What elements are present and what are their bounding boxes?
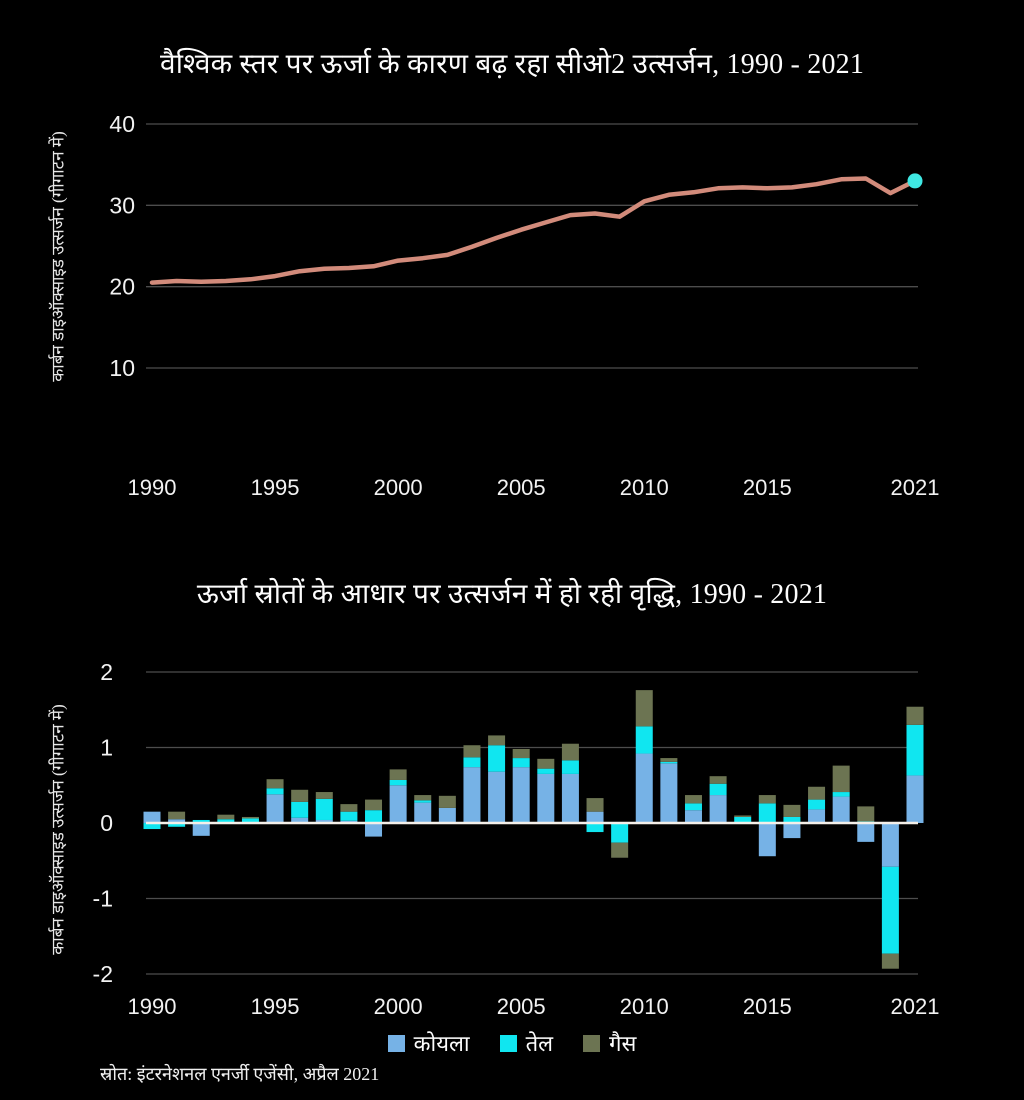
bar-segment xyxy=(710,784,727,795)
x-tick-label: 2005 xyxy=(496,994,546,1019)
x-tick-label: 1995 xyxy=(250,994,300,1019)
bar-segment xyxy=(710,776,727,784)
y-tick-label: 0 xyxy=(100,810,113,836)
x-tick-label: 2010 xyxy=(619,475,669,500)
bar-segment xyxy=(636,690,653,726)
legend-label-gas: गैस xyxy=(609,1031,637,1056)
bar-segment xyxy=(168,812,185,820)
bar-segment xyxy=(907,775,924,823)
bar-segment xyxy=(685,810,702,823)
bar-segment xyxy=(587,823,604,832)
y-tick-label: 2 xyxy=(100,659,113,685)
bar-segment xyxy=(759,823,776,856)
bar-segment xyxy=(513,758,530,767)
bar-segment xyxy=(365,823,382,837)
legend-item-oil xyxy=(500,1028,553,1058)
bar-segment xyxy=(340,812,357,821)
bar-segment xyxy=(242,817,259,819)
legend-label-oil: तेल xyxy=(525,1031,554,1056)
bar-segment xyxy=(365,810,382,823)
x-tick-label: 2021 xyxy=(890,475,940,500)
x-tick-label: 2005 xyxy=(496,475,546,500)
bar-segment xyxy=(734,815,751,817)
bar-segment xyxy=(267,794,284,823)
y-tick-label: 40 xyxy=(109,111,135,137)
bar-segment xyxy=(267,779,284,788)
bar-segment xyxy=(562,774,579,823)
chart2-y-axis-label: कार्बन डाइऑक्साइड उत्सर्जन (गीगाटन में) xyxy=(48,704,68,955)
legend-item-gas xyxy=(583,1028,636,1058)
bar-segment xyxy=(907,707,924,725)
x-tick-label: 1990 xyxy=(127,475,177,500)
x-tick-label: 2010 xyxy=(619,994,669,1019)
bar-segment xyxy=(463,757,480,767)
bar-segment xyxy=(537,769,554,774)
bar-segment xyxy=(783,823,800,838)
legend-label-coal: कोयला xyxy=(413,1031,470,1056)
chart1-title: वैश्विक स्तर पर ऊर्जा के कारण बढ़ रहा सीओ2 उत्सर्जन, 1990 - 2021 xyxy=(159,49,865,80)
bar-segment xyxy=(660,763,677,823)
bar-segment xyxy=(611,823,628,843)
chart2-stacked-bar-chart xyxy=(0,640,1024,1025)
bar-segment xyxy=(882,867,899,954)
bar-segment xyxy=(414,795,431,800)
bar-segment xyxy=(193,823,210,836)
bar-segment xyxy=(833,766,850,792)
chart2-legend xyxy=(0,1028,1024,1058)
latest-value-marker xyxy=(908,173,923,188)
bar-segment xyxy=(390,785,407,823)
x-tick-label: 1990 xyxy=(127,994,177,1019)
bar-segment xyxy=(439,796,456,808)
legend-item-coal xyxy=(388,1028,470,1058)
y-tick-label: 1 xyxy=(100,734,113,761)
y-tick-label: -2 xyxy=(92,961,113,987)
bar-segment xyxy=(414,800,431,802)
bar-segment xyxy=(365,800,382,811)
x-tick-label: 2000 xyxy=(373,994,423,1019)
bar-segment xyxy=(660,762,677,764)
bar-segment xyxy=(808,809,825,823)
bar-segment xyxy=(144,812,161,823)
bar-segment xyxy=(882,954,899,969)
bar-segment xyxy=(611,843,628,858)
bar-segment xyxy=(291,802,308,818)
bar-segment xyxy=(463,767,480,823)
bar-segment xyxy=(340,804,357,812)
gas-swatch-icon xyxy=(583,1035,600,1052)
bar-segment xyxy=(710,795,727,823)
bar-segment xyxy=(808,800,825,810)
y-tick-label: 10 xyxy=(109,355,135,381)
bar-segment xyxy=(316,799,333,820)
bar-segment xyxy=(414,803,431,823)
y-tick-label: 20 xyxy=(109,273,135,300)
bar-segment xyxy=(882,823,899,867)
bar-segment xyxy=(488,735,505,745)
bar-segment xyxy=(390,769,407,780)
bar-segment xyxy=(562,760,579,774)
bar-segment xyxy=(562,744,579,761)
oil-swatch-icon xyxy=(500,1035,517,1052)
bar-segment xyxy=(537,774,554,823)
bar-segment xyxy=(267,788,284,794)
bar-segment xyxy=(685,795,702,803)
bar-segment xyxy=(857,823,874,842)
bar-segment xyxy=(587,812,604,823)
bar-segment xyxy=(463,745,480,757)
bar-segment xyxy=(513,767,530,823)
bar-segment xyxy=(759,803,776,823)
x-tick-label: 2015 xyxy=(742,475,792,500)
x-tick-label: 2015 xyxy=(742,994,792,1019)
bar-segment xyxy=(783,805,800,817)
bar-segment xyxy=(587,798,604,812)
source-note: स्रोत: इंटरनेशनल एनर्जी एजेंसी, अप्रैल 2021 xyxy=(100,1064,380,1084)
y-tick-label: -1 xyxy=(92,885,113,912)
bar-segment xyxy=(808,787,825,800)
bar-segment xyxy=(390,780,407,785)
chart2-title: ऊर्जा स्रोतों के आधार पर उत्सर्जन में हो रही वृद्धि, 1990 - 2021 xyxy=(196,579,828,610)
bar-segment xyxy=(513,749,530,758)
bar-segment xyxy=(833,797,850,823)
bar-segment xyxy=(685,803,702,810)
chart1-line-chart xyxy=(0,95,1024,515)
bar-segment xyxy=(488,772,505,823)
bar-segment xyxy=(439,808,456,823)
bar-segment xyxy=(488,745,505,771)
bar-segment xyxy=(636,726,653,753)
bar-segment xyxy=(291,790,308,802)
bar-segment xyxy=(537,759,554,769)
co2-trend-line xyxy=(152,179,915,283)
bar-segment xyxy=(833,792,850,797)
x-tick-label: 1995 xyxy=(250,475,300,500)
bar-segment xyxy=(660,758,677,762)
x-tick-label: 2000 xyxy=(373,475,423,500)
bar-segment xyxy=(316,792,333,799)
coal-swatch-icon xyxy=(388,1035,405,1052)
chart1-y-axis-label: कार्बन डाइऑक्साइड उत्सर्जन (गीगाटन में) xyxy=(48,131,68,382)
bar-segment xyxy=(907,725,924,776)
bar-segment xyxy=(857,806,874,821)
y-tick-label: 30 xyxy=(109,192,135,219)
bar-segment xyxy=(217,815,234,820)
bar-segment xyxy=(759,795,776,803)
bar-segment xyxy=(636,754,653,823)
x-tick-label: 2021 xyxy=(890,994,940,1019)
